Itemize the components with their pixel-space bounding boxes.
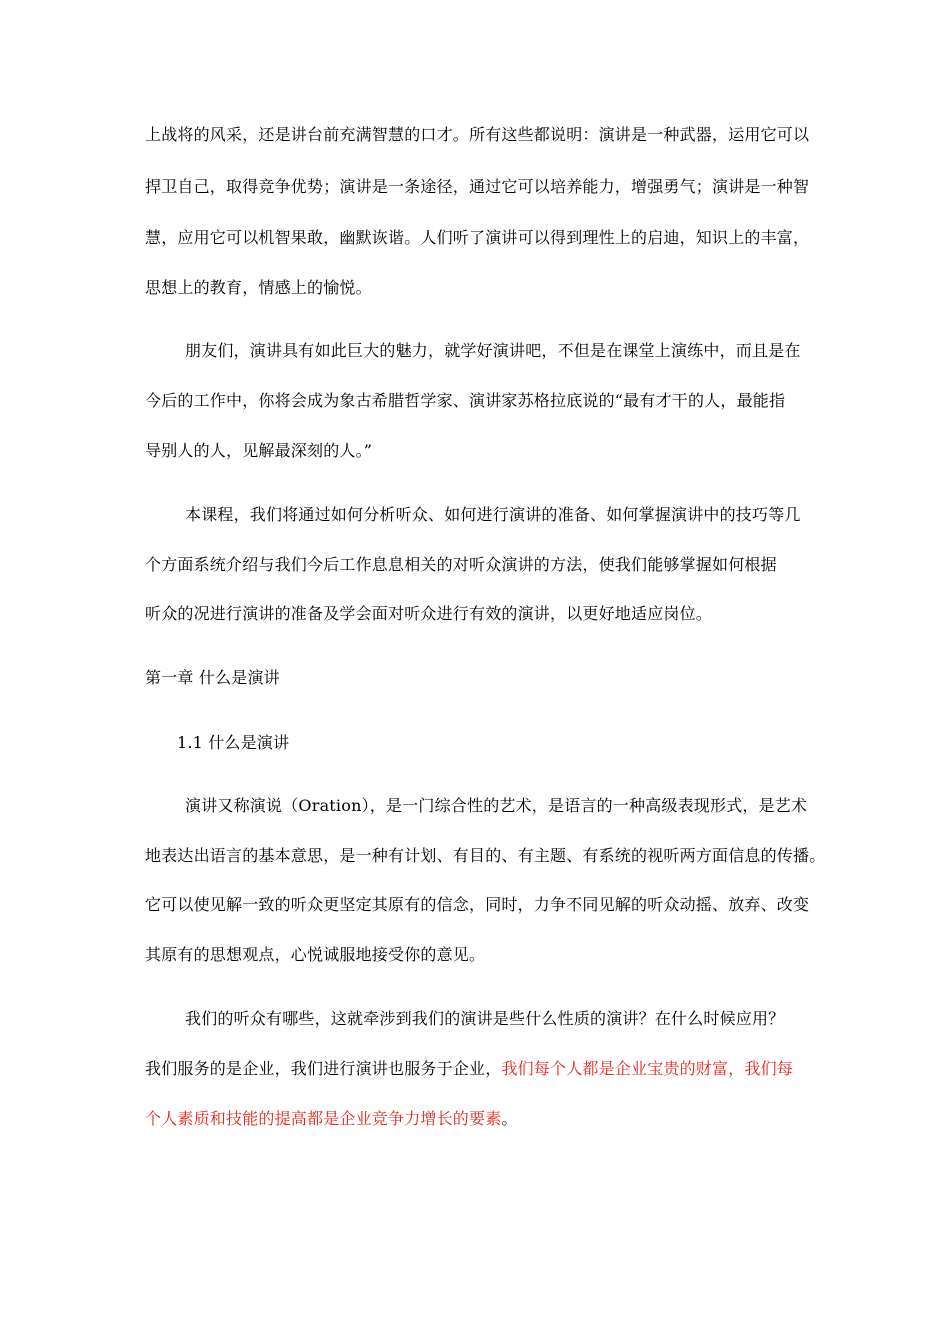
paragraph-2-line-1: 朋友们，演讲具有如此巨大的魅力，就学好演讲吧，不但是在课堂上演练中，而且是在 [185, 341, 801, 360]
paragraph-5-line-1: 我们的听众有哪些，这就牵涉到我们的演讲是些什么性质的演讲？在什么时候应用？ [185, 1009, 785, 1028]
paragraph-4-line-4: 其原有的思想观点，心悦诚服地接受你的意见。 [145, 945, 486, 964]
paragraph-1-line-3: 慧，应用它可以机智果敢，幽默诙谐。人们听了演讲可以得到理性上的启迪，知识上的丰富， [145, 228, 810, 247]
section-heading: 1.1 什么是演讲 [177, 733, 290, 752]
paragraph-2-line-2: 今后的工作中，你将会成为象古希腊哲学家、演讲家苏格拉底说的“最有才干的人，最能指 [145, 391, 786, 410]
paragraph-5-line-2 [145, 1059, 793, 1079]
paragraph-4-line-2: 地表达出语言的基本意思，是一种有计划、有目的、有主题、有系统的视听两方面信息的传播。 [145, 846, 826, 865]
paragraph-1-line-1: 上战将的风采，还是讲台前充满智慧的口才。所有这些都说明：演讲是一种武器，运用它可以 [145, 125, 810, 144]
paragraph-2-line-3: 导别人的人，见解最深刻的人。” [145, 441, 373, 460]
paragraph-5-end-punctuation: 。 [501, 1109, 518, 1128]
paragraph-4-line-3: 它可以使见解一致的听众更坚定其原有的信念，同时，力争不同见解的听众动摇、放弃、改变 [145, 895, 810, 914]
paragraph-4-line-1: 演讲又称演说（Oration），是一门综合性的艺术，是语言的一种高级表现形式，是艺术 [185, 796, 808, 815]
paragraph-3-line-2: 个方面系统介绍与我们今后工作息息相关的对听众演讲的方法，使我们能够掌握如何根据 [145, 555, 777, 574]
paragraph-5-line-2-text: 我们服务的是企业，我们进行演讲也服务于企业， [145, 1059, 502, 1078]
paragraph-3-line-1: 本课程，我们将通过如何分析听众、如何进行演讲的准备、如何掌握演讲中的技巧等几 [185, 505, 801, 524]
paragraph-3-line-3: 听众的况进行演讲的准备及学会面对听众进行有效的演讲，以更好地适应岗位。 [145, 604, 713, 623]
paragraph-1-line-4: 思想上的教育，情感上的愉悦。 [145, 278, 372, 297]
chapter-heading: 第一章 什么是演讲 [145, 668, 280, 687]
highlighted-text: 我们每个人都是企业宝贵的财富，我们每 [501, 1059, 794, 1078]
paragraph-1-line-2: 捍卫自己，取得竞争优势；演讲是一条途径，通过它可以培养能力，增强勇气；演讲是一种智 [145, 177, 810, 196]
highlighted-text-continued: 个人素质和技能的提高都是企业竞争力增长的要素 [145, 1109, 502, 1128]
paragraph-5-line-3 [145, 1109, 518, 1129]
